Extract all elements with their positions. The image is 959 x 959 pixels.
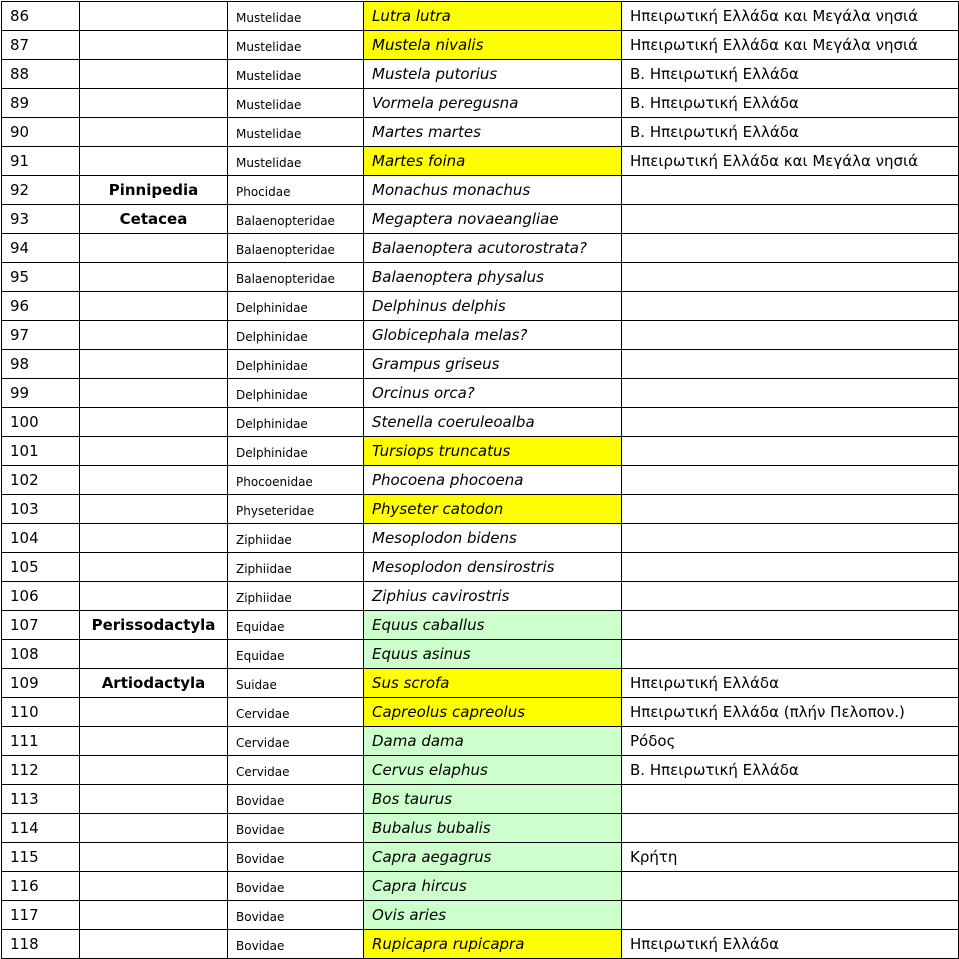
order-cell [80,350,228,379]
order-cell: Artiodactyla [80,669,228,698]
species-cell: Grampus griseus [364,350,622,379]
species-cell: Cervus elaphus [364,756,622,785]
distribution-cell [622,582,959,611]
row-number-cell: 110 [2,698,80,727]
row-number-cell: 93 [2,205,80,234]
species-cell: Sus scrofa [364,669,622,698]
row-number-cell: 95 [2,263,80,292]
family-cell: Balaenopteridae [228,234,364,263]
species-cell: Mesoplodon bidens [364,524,622,553]
table-row [2,263,959,292]
family-cell: Mustelidae [228,2,364,31]
species-cell: Orcinus orca? [364,379,622,408]
row-number-cell: 113 [2,785,80,814]
family-cell: Delphinidae [228,350,364,379]
row-number-cell: 105 [2,553,80,582]
row-number-cell: 98 [2,350,80,379]
table-row [2,466,959,495]
row-number-cell: 109 [2,669,80,698]
order-cell [80,901,228,930]
row-number-cell: 116 [2,872,80,901]
species-cell: Globicephala melas? [364,321,622,350]
table-row [2,930,959,959]
family-cell: Bovidae [228,872,364,901]
order-cell [80,640,228,669]
row-number-cell: 112 [2,756,80,785]
order-cell [80,785,228,814]
table-row [2,176,959,205]
family-cell: Physeteridae [228,495,364,524]
distribution-cell [622,611,959,640]
table-row [2,147,959,176]
family-cell: Delphinidae [228,292,364,321]
species-cell: Rupicapra rupicapra [364,930,622,959]
distribution-cell [622,234,959,263]
order-cell: Pinnipedia [80,176,228,205]
table-row [2,640,959,669]
species-cell: Balaenoptera physalus [364,263,622,292]
row-number-cell: 106 [2,582,80,611]
species-cell: Mesoplodon densirostris [364,553,622,582]
distribution-cell: Ηπειρωτική Ελλάδα και Μεγάλα νησιά [622,147,959,176]
row-number-cell: 87 [2,31,80,60]
distribution-cell [622,176,959,205]
row-number-cell: 89 [2,89,80,118]
species-cell: Capra aegagrus [364,843,622,872]
family-cell: Mustelidae [228,118,364,147]
family-cell: Mustelidae [228,89,364,118]
distribution-cell [622,321,959,350]
order-cell [80,872,228,901]
order-cell [80,147,228,176]
family-cell: Delphinidae [228,321,364,350]
species-cell: Capreolus capreolus [364,698,622,727]
distribution-cell [622,466,959,495]
row-number-cell: 88 [2,60,80,89]
row-number-cell: 114 [2,814,80,843]
family-cell: Delphinidae [228,408,364,437]
row-number-cell: 86 [2,2,80,31]
table-row [2,872,959,901]
family-cell: Balaenopteridae [228,263,364,292]
row-number-cell: 115 [2,843,80,872]
species-table-body [2,2,959,959]
family-cell: Equidae [228,611,364,640]
order-cell [80,60,228,89]
table-row [2,379,959,408]
distribution-cell [622,640,959,669]
family-cell: Mustelidae [228,147,364,176]
order-cell [80,2,228,31]
row-number-cell: 101 [2,437,80,466]
row-number-cell: 103 [2,495,80,524]
family-cell: Balaenopteridae [228,205,364,234]
distribution-cell [622,901,959,930]
distribution-cell [622,814,959,843]
species-cell: Mustela putorius [364,60,622,89]
species-cell: Phocoena phocoena [364,466,622,495]
order-cell [80,582,228,611]
species-cell: Tursiops truncatus [364,437,622,466]
family-cell: Bovidae [228,901,364,930]
table-row [2,814,959,843]
family-cell: Mustelidae [228,31,364,60]
table-row [2,698,959,727]
table-row [2,60,959,89]
family-cell: Phocidae [228,176,364,205]
species-cell: Equus caballus [364,611,622,640]
family-cell: Delphinidae [228,437,364,466]
species-cell: Lutra lutra [364,2,622,31]
table-row [2,408,959,437]
order-cell [80,292,228,321]
table-row [2,582,959,611]
table-row [2,524,959,553]
table-row [2,292,959,321]
row-number-cell: 92 [2,176,80,205]
distribution-cell [622,437,959,466]
distribution-cell [622,872,959,901]
order-cell [80,727,228,756]
family-cell: Phocoenidae [228,466,364,495]
order-cell [80,89,228,118]
row-number-cell: 91 [2,147,80,176]
family-cell: Ziphiidae [228,553,364,582]
family-cell: Bovidae [228,843,364,872]
order-cell [80,524,228,553]
table-row [2,611,959,640]
family-cell: Ziphiidae [228,524,364,553]
order-cell [80,930,228,959]
species-cell: Mustela nivalis [364,31,622,60]
row-number-cell: 102 [2,466,80,495]
distribution-cell: Ηπειρωτική Ελλάδα (πλήν Πελοπον.) [622,698,959,727]
row-number-cell: 117 [2,901,80,930]
order-cell [80,31,228,60]
order-cell [80,843,228,872]
family-cell: Equidae [228,640,364,669]
species-cell: Equus asinus [364,640,622,669]
order-cell [80,379,228,408]
family-cell: Delphinidae [228,379,364,408]
distribution-cell [622,553,959,582]
table-row [2,234,959,263]
family-cell: Bovidae [228,814,364,843]
distribution-cell: Ηπειρωτική Ελλάδα και Μεγάλα νησιά [622,2,959,31]
family-cell: Cervidae [228,727,364,756]
distribution-cell: Β. Ηπειρωτική Ελλάδα [622,756,959,785]
species-cell: Ovis aries [364,901,622,930]
species-cell: Megaptera novaeangliae [364,205,622,234]
species-cell: Dama dama [364,727,622,756]
species-cell: Delphinus delphis [364,292,622,321]
order-cell [80,263,228,292]
species-cell: Monachus monachus [364,176,622,205]
table-row [2,2,959,31]
order-cell: Perissodactyla [80,611,228,640]
table-row [2,31,959,60]
row-number-cell: 100 [2,408,80,437]
species-cell: Capra hircus [364,872,622,901]
distribution-cell: Κρήτη [622,843,959,872]
distribution-cell: Ρόδος [622,727,959,756]
distribution-cell [622,292,959,321]
order-cell [80,756,228,785]
row-number-cell: 104 [2,524,80,553]
table-row [2,495,959,524]
row-number-cell: 107 [2,611,80,640]
species-cell: Martes foina [364,147,622,176]
distribution-cell: Β. Ηπειρωτική Ελλάδα [622,89,959,118]
species-cell: Balaenoptera acutorostrata? [364,234,622,263]
species-cell: Bubalus bubalis [364,814,622,843]
order-cell [80,321,228,350]
order-cell [80,495,228,524]
row-number-cell: 99 [2,379,80,408]
species-cell: Vormela peregusna [364,89,622,118]
row-number-cell: 118 [2,930,80,959]
order-cell [80,234,228,263]
family-cell: Mustelidae [228,60,364,89]
order-cell [80,814,228,843]
distribution-cell: Β. Ηπειρωτική Ελλάδα [622,118,959,147]
species-cell: Ziphius cavirostris [364,582,622,611]
table-row [2,901,959,930]
order-cell [80,698,228,727]
distribution-cell: Ηπειρωτική Ελλάδα [622,669,959,698]
species-table [1,1,959,959]
row-number-cell: 108 [2,640,80,669]
order-cell [80,553,228,582]
table-row [2,843,959,872]
table-row [2,756,959,785]
table-row [2,321,959,350]
table-row [2,727,959,756]
distribution-cell: Ηπειρωτική Ελλάδα και Μεγάλα νησιά [622,31,959,60]
row-number-cell: 97 [2,321,80,350]
row-number-cell: 96 [2,292,80,321]
order-cell [80,118,228,147]
distribution-cell: Β. Ηπειρωτική Ελλάδα [622,60,959,89]
distribution-cell [622,205,959,234]
row-number-cell: 111 [2,727,80,756]
species-cell: Martes martes [364,118,622,147]
table-row [2,553,959,582]
order-cell [80,466,228,495]
order-cell [80,408,228,437]
table-row [2,205,959,234]
family-cell: Bovidae [228,785,364,814]
distribution-cell [622,524,959,553]
row-number-cell: 94 [2,234,80,263]
distribution-cell [622,408,959,437]
distribution-cell [622,379,959,408]
family-cell: Cervidae [228,756,364,785]
distribution-cell [622,495,959,524]
table-row [2,118,959,147]
order-cell: Cetacea [80,205,228,234]
table-row [2,669,959,698]
species-cell: Bos taurus [364,785,622,814]
distribution-cell [622,785,959,814]
family-cell: Ziphiidae [228,582,364,611]
table-row [2,89,959,118]
species-cell: Stenella coeruleoalba [364,408,622,437]
table-row [2,437,959,466]
table-row [2,350,959,379]
distribution-cell [622,350,959,379]
distribution-cell: Ηπειρωτική Ελλάδα [622,930,959,959]
family-cell: Suidae [228,669,364,698]
family-cell: Cervidae [228,698,364,727]
distribution-cell [622,263,959,292]
order-cell [80,437,228,466]
family-cell: Bovidae [228,930,364,959]
table-row [2,785,959,814]
row-number-cell: 90 [2,118,80,147]
species-cell: Physeter catodon [364,495,622,524]
